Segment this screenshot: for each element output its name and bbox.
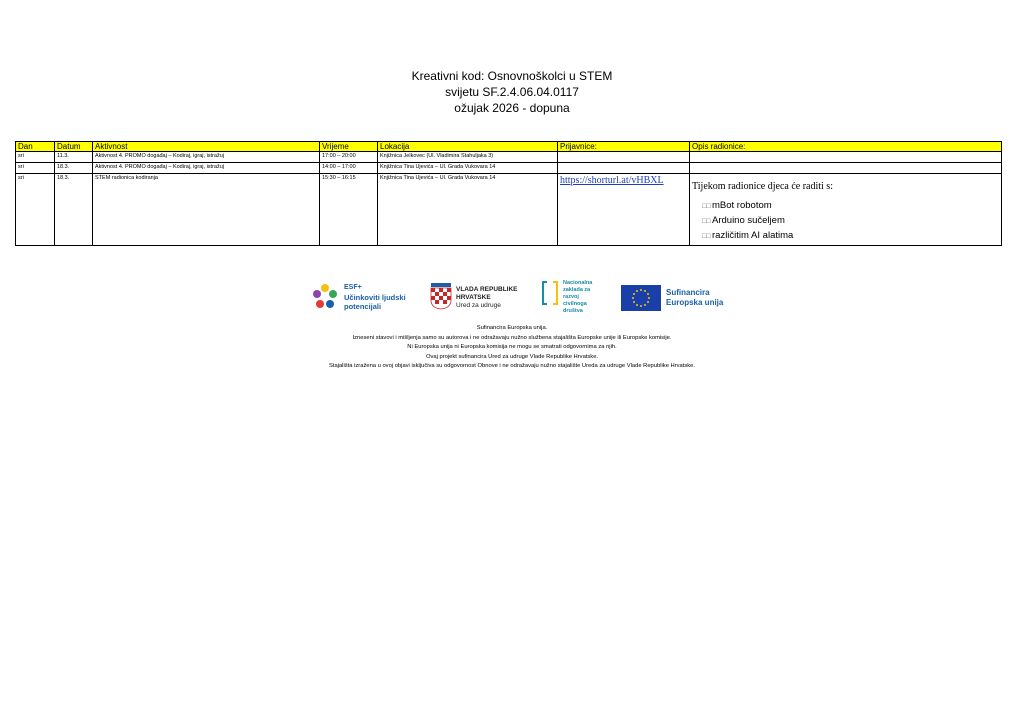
cell-aktivnost: Aktivnost 4. PROMO događaj – Kodiraj, igraj, istražuj [93,152,320,163]
table-row [16,163,1002,174]
table-row [16,152,1002,163]
workshop-description-list [702,199,999,244]
eu-flag-icon [621,285,661,311]
esf-star-icon [311,282,339,310]
title-line-3: ožujak 2026 - dopuna [454,101,570,115]
column-header-opis: Opis radionice: [690,142,1002,152]
cell-prijavnice [558,163,690,174]
cell-datum: 11.3. [55,152,93,163]
zaklada-line: društva [563,308,583,314]
cell-datum: 18.3. [55,163,93,174]
cell-aktivnost: Aktivnost 4. PROMO događaj – Kodiraj, igraj, istražuj [93,163,320,174]
zaklada-line: civilnoga [563,301,587,307]
title-line-2: svijetu SF.2.4.06.04.0117 [445,85,579,99]
list-item [702,199,999,214]
column-header-dan: Dan [16,142,55,152]
vlada-line-2: HRVATSKE [456,294,491,301]
cell-vrijeme: 14:00 – 17:00 [320,163,378,174]
bracket-icon [541,280,559,306]
funding-disclaimer [0,324,1024,372]
disclaimer-line: Izneseni stavovi i mišljenja samo su autorova i ne odražavaju nužno službena stajališta Europske unije ili Europske komisije. [352,334,672,341]
document-title [0,68,1024,116]
croatian-coat-of-arms-icon [430,282,452,310]
title-line-1: Kreativni kod: Osnovnoškolci u STEM [411,69,613,83]
vlada-line-1: VLADA REPUBLIKE [456,286,518,293]
cell-opis [690,163,1002,174]
cell-aktivnost: STEM radionica kodiranja [93,174,320,246]
cell-opis [690,152,1002,163]
eu-line-2: Europska unija [666,298,724,307]
cell-dan: sri [16,163,55,174]
cell-prijavnice [558,152,690,163]
cell-dan: sri [16,152,55,163]
zaklada-line: razvoj [563,294,579,300]
esf-plus-label: ESF+ [344,284,362,291]
vlada-label [456,286,518,310]
column-header-aktivnost: Aktivnost [93,142,320,152]
zaklada-line: zaklada za [563,287,591,293]
schedule-table [15,141,1002,246]
eu-logo [621,278,733,308]
vlada-line-3: Ured za udruge [456,302,501,309]
cell-vrijeme: 17:00 – 20:00 [320,152,378,163]
zaklada-label [563,280,592,315]
cell-prijavnice [558,174,690,246]
list-item-label: različitim AI alatima [712,230,794,241]
esf-logo [311,278,419,314]
column-header-vrijeme: Vrijeme [320,142,378,152]
list-item [702,229,999,244]
column-header-prijavnice: Prijavnice: [558,142,690,152]
cell-vrijeme: 15:30 – 16:15 [320,174,378,246]
cell-lokacija: Knjižnica Jelkovec (Ul. Vladimira Stahuljaka 3) [378,152,558,163]
cell-dan: sri [16,174,55,246]
eu-label [666,288,723,308]
disclaimer-line: Ni Europska unija ni Europska komisija ne mogu se smatrati odgovornima za njih. [407,344,617,350]
table-row [16,174,1002,246]
bullet-box-icon: □□ [702,218,711,225]
column-header-lokacija: Lokacija [378,142,558,152]
zaklada-line: Nacionalna [563,280,593,286]
bullet-box-icon: □□ [702,203,711,210]
cell-datum: 18.3. [55,174,93,246]
column-header-datum: Datum [55,142,93,152]
vlada-logo [430,278,530,316]
list-item [702,214,999,229]
eu-line-1: Sufinancira [666,288,710,297]
disclaimer-line: Ovaj projekt sufinancira Ured za udruge Vlade Republike Hrvatske. [425,353,599,360]
disclaimer-line: Sufinancira Europska unija. [476,325,548,331]
table-header-row [16,142,1002,152]
list-item-label: Arduino sučeljem [712,215,785,226]
disclaimer-line: Stajališta izražena u ovoj objavi isključiva su odgovornost Obnove i ne odražavaju nužno stajalište Ureda za udruge Vlade Republike Hrvatske. [328,363,696,369]
esf-program-label: Učinkoviti ljudski potencijali [344,293,406,311]
sponsor-logos [0,278,1024,322]
cell-lokacija: Knjižnica Tina Ujevića – Ul. Grada Vukovara 14 [378,174,558,246]
list-item-label: mBot robotom [712,200,772,211]
workshop-description-title: Tijekom radionice djeca će raditi s: [692,181,833,192]
nacionalna-zaklada-logo [541,278,611,322]
bullet-box-icon: □□ [702,233,711,240]
cell-lokacija: Knjižnica Tina Ujevića – Ul. Grada Vukovara 14 [378,163,558,174]
registration-link[interactable]: https://shorturl.at/vHBXL [560,175,664,186]
cell-opis [690,174,1002,246]
